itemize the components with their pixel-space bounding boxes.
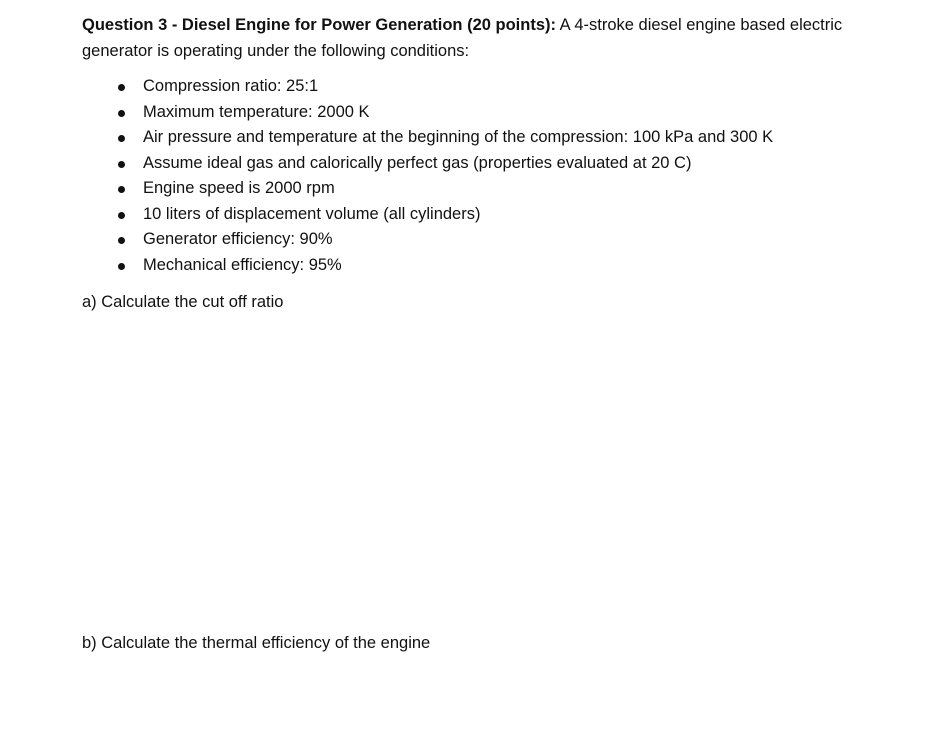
bullet-icon [118, 110, 125, 117]
bullet-icon [118, 237, 125, 244]
list-item [82, 125, 882, 151]
list-item [82, 100, 882, 126]
condition-text: Assume ideal gas and calorically perfect gas (properties evaluated at 20 C) [143, 153, 692, 172]
part-a-prompt: a) Calculate the cut off ratio [82, 293, 284, 311]
list-item [82, 74, 882, 100]
condition-text: Engine speed is 2000 rpm [143, 179, 335, 197]
list-item [82, 202, 882, 228]
conditions-list [82, 74, 882, 278]
bullet-icon [118, 212, 125, 219]
condition-text: Mechanical efficiency: 95% [143, 255, 342, 274]
question-title: Question 3 - Diesel Engine for Power Generation (20 points): [82, 16, 556, 34]
bullet-icon [118, 186, 125, 193]
list-item [82, 176, 882, 202]
condition-text: 10 liters of displacement volume (all cylinders) [143, 204, 481, 223]
bullet-icon [118, 161, 125, 168]
condition-text: Maximum temperature: 2000 K [143, 102, 370, 121]
list-item [82, 227, 882, 253]
question-statement [82, 12, 882, 64]
list-item [82, 151, 882, 177]
question-intro: A 4-stroke diesel engine based electric generator is operating under the following conditions: [82, 16, 843, 60]
condition-text: Air pressure and temperature at the beginning of the compression: 100 kPa and 300 K [143, 128, 774, 146]
part-b-prompt: b) Calculate the thermal efficiency of the engine [82, 634, 431, 652]
condition-text: Generator efficiency: 90% [143, 230, 333, 248]
condition-text: Compression ratio: 25:1 [143, 77, 319, 95]
bullet-icon [118, 263, 125, 270]
bullet-icon [118, 84, 125, 91]
bullet-icon [118, 135, 125, 142]
list-item [82, 253, 882, 279]
